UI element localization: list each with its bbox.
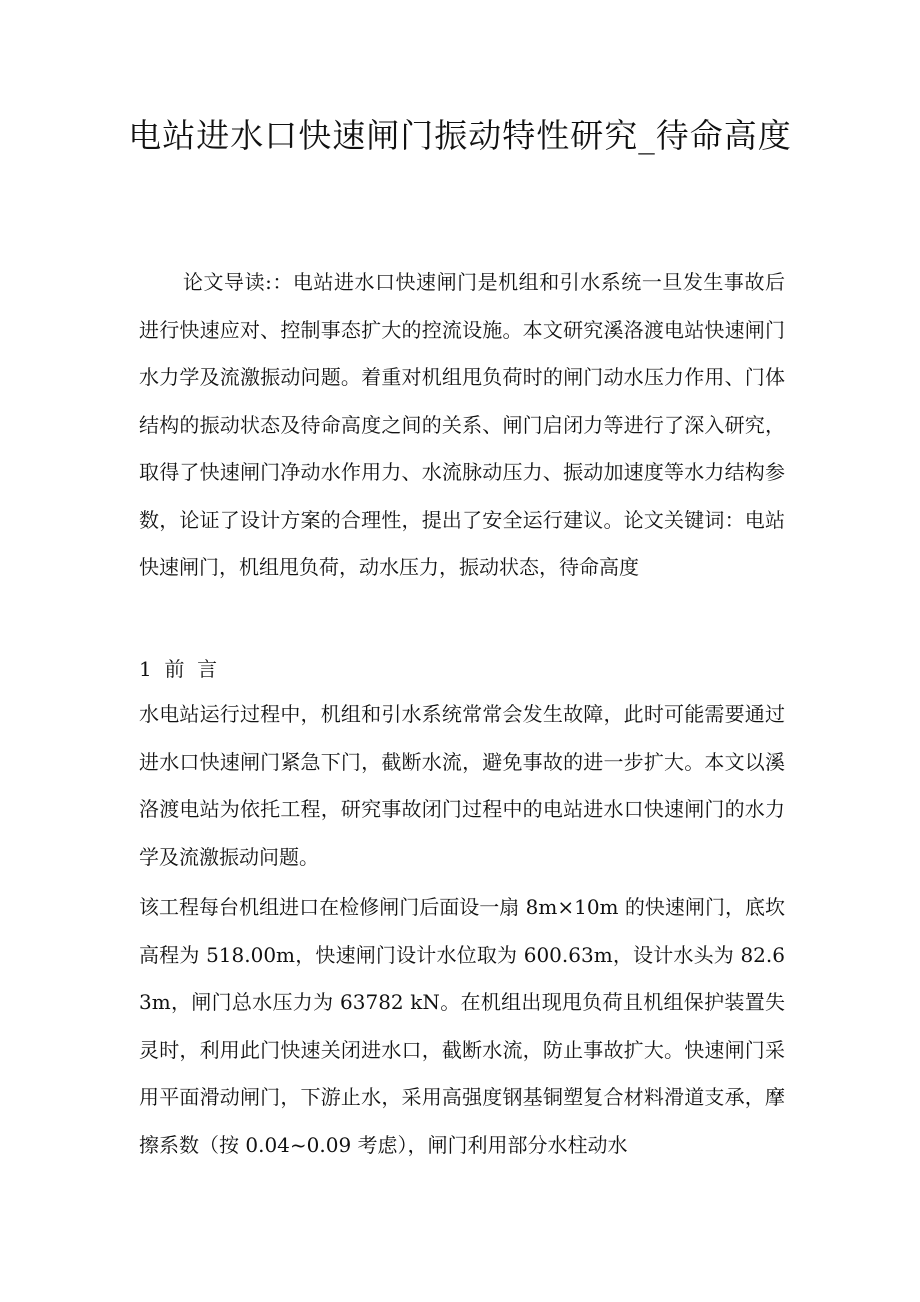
document-title: 电站进水口快速闸门振动特性研究_待命高度	[128, 116, 792, 155]
abstract-paragraph: 论文导读:：电站进水口快速闸门是机组和引水系统一旦发生事故后进行快速应对、控制事态扩大的控流设施。本文研究溪洛渡电站快速闸门水力学及流激振动问题。着重对机组甩负荷时的闸门动水压力作用、门体结构的振动状态及待命高度之间的关系、闸门启闭力等进行了深入研究，取得了快速闸门净动水作用力、水流脉动压力、振动加速度等水力结构参数，论证了设计方案的合理性，提出了安全运行建议。论文关键词：电站快速闸门，机组甩负荷，动水压力，振动状态，待命高度	[139, 270, 785, 579]
section-heading-preface: 1 前 言	[139, 657, 218, 681]
intro-paragraph: 水电站运行过程中，机组和引水系统常常会发生故障，此时可能需要通过进水口快速闸门紧急下门，截断水流，避免事故的进一步扩大。本文以溪洛渡电站为依托工程，研究事故闭门过程中的电站进水口快速闸门的水力学及流激振动问题。	[139, 702, 785, 869]
project-paragraph: 该工程每台机组进口在检修闸门后面设一扇 8m×10m 的快速闸门，底坎高程为 518.00m，快速闸门设计水位取为 600.63m，设计水头为 82.63m，闸门总水压力为 63782 kN。在机组出现甩负荷且机组保护装置失灵时，利用此门快速关闭进水口，截断水流，防止事故扩大。快速闸门采用平面滑动闸门，下游止水，采用高强度钢基铜塑复合材料滑道支承，摩擦系数（按 0.04~0.09 考虑），闸门利用部分水柱动水	[139, 895, 785, 1157]
